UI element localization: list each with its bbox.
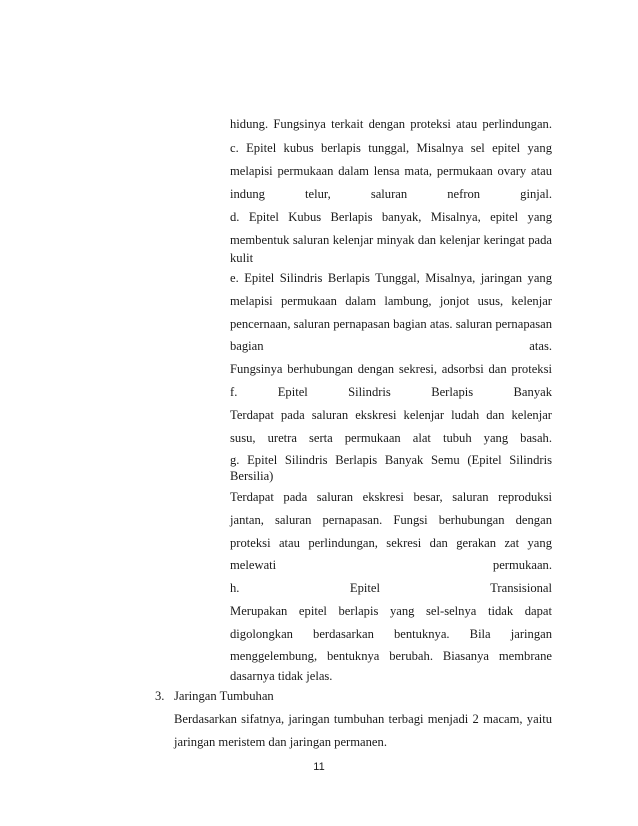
text-line: melewati permukaan. bbox=[230, 558, 552, 572]
text-line: d. Epitel Kubus Berlapis banyak, Misalnya, epitel yang bbox=[230, 210, 552, 224]
text-line: proteksi atau perlindungan, sekresi dan gerakan zat yang bbox=[230, 536, 552, 550]
page-number: 11 bbox=[313, 761, 325, 773]
text-line: Terdapat pada saluran ekskresi besar, saluran reproduksi bbox=[230, 490, 552, 504]
text-line: bagian atas. bbox=[230, 339, 552, 353]
text-line: Terdapat pada saluran ekskresi kelenjar ludah dan kelenjar bbox=[230, 408, 552, 422]
text-line: pencernaan, saluran pernapasan bagian atas. saluran pernapasan bbox=[230, 317, 552, 331]
text-line: e. Epitel Silindris Berlapis Tunggal, Misalnya, jaringan yang bbox=[230, 271, 552, 285]
text-line: jantan, saluran pernapasan. Fungsi berhubungan dengan bbox=[230, 513, 552, 527]
text-line: indung telur, saluran nefron ginjal. bbox=[230, 187, 552, 201]
text-line: membentuk saluran kelenjar minyak dan kelenjar keringat pada bbox=[230, 233, 552, 247]
text-line: susu, uretra serta permukaan alat tubuh yang basah. bbox=[230, 431, 552, 445]
text-line: melapisi permukaan dalam lambung, jonjot usus, kelenjar bbox=[230, 294, 552, 308]
text-line: kulit bbox=[230, 251, 254, 265]
text-line: hidung. Fungsinya terkait dengan proteksi atau perlindungan. bbox=[230, 117, 552, 131]
text-line: c. Epitel kubus berlapis tunggal, Misalnya sel epitel yang bbox=[230, 141, 552, 155]
section-number: 3. bbox=[155, 689, 165, 703]
text-line: h. Epitel Transisional bbox=[230, 581, 552, 595]
text-line: dasarnya tidak jelas. bbox=[230, 669, 333, 683]
section-heading: Jaringan Tumbuhan bbox=[174, 689, 274, 703]
text-line: menggelembung, bentuknya berubah. Biasanya membrane bbox=[230, 649, 552, 663]
section-body-line: jaringan meristem dan jaringan permanen. bbox=[174, 735, 387, 749]
text-line: Bersilia) bbox=[230, 469, 274, 483]
text-line: melapisi permukaan dalam lensa mata, permukaan ovary atau bbox=[230, 164, 552, 178]
text-line: Fungsinya berhubungan dengan sekresi, adsorbsi dan proteksi bbox=[230, 362, 552, 376]
section-body-line: Berdasarkan sifatnya, jaringan tumbuhan terbagi menjadi 2 macam, yaitu bbox=[174, 712, 552, 726]
text-line: digolongkan berdasarkan bentuknya. Bila jaringan bbox=[230, 627, 552, 641]
text-line: f. Epitel Silindris Berlapis Banyak bbox=[230, 385, 552, 399]
text-line: g. Epitel Silindris Berlapis Banyak Semu (Epitel Silindris bbox=[230, 453, 552, 467]
text-line: Merupakan epitel berlapis yang sel-selnya tidak dapat bbox=[230, 604, 552, 618]
